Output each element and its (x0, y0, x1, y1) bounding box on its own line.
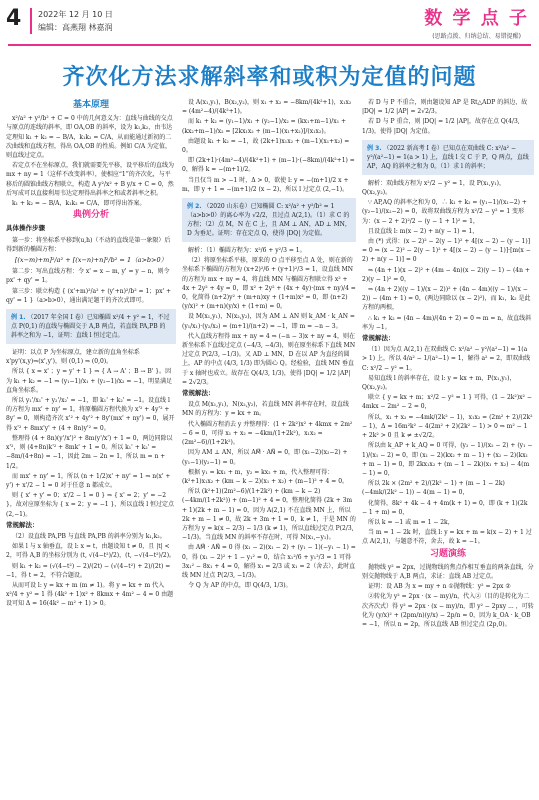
method-line: 则 k₁ + k₂ = (√(4−t²) − 2)/(2t) − (√(4−t²) + 2)/(2t) = −1，得 t = 2，不符合题设。 (6, 562, 171, 579)
method-label: 常规解法： (362, 334, 395, 343)
paragraph: 由题设 k₁ + k₂ = −1，故 (2k+1)x₁x₂ + (m−1)(x₁+x₂) = 0。 (182, 137, 350, 155)
page-number: 4 (6, 6, 22, 31)
column-1 (6, 98, 176, 792)
solution-line: 解析：双曲线方程为 x²/2 − y² = 1，设 P(x₁,y₁)，Q(x₂,y₂)。 (362, 179, 505, 197)
method-line: 从而可设 l: y = kx + m (m ≠ 1)。将 y = kx + m 代入 x²/4 + y² = 1 得 (4k² + 1)x² + 8kmx + 4m² − 4 = 0 由题设可知 Δ = 16(4k² − m² + 1) > 0。 (6, 581, 174, 608)
paragraph: 当且仅当 m > −1 时，Δ > 0，欲使 l: y = −(m+1)/2 x + m，即 y + 1 = −(m+1)/2 (x − 2)，所以 l 过定点 (2,−1)。 (182, 176, 349, 193)
step-2: 第二步：写出直线方程：令 x' = x − m, y' = y − n，则令 px' + qy' = 1。 (6, 268, 170, 285)
example-text: （2022 新高考 I 卷）已知点在双曲线 C: x²/a² − y²/(a²−1) = 1(a > 1) 上，直线 l 交 C 于 P，Q 两点，直线 AP，AQ 的斜率之和为 0。（1）求 l 的斜率； (367, 144, 529, 170)
solution-line: ∴ k₁ + k₂ = (4n − 4m)/(4n + 2) = 0 ⇒ m = n，故直线斜率为 −1。 (362, 314, 532, 331)
method-line: 因为 AM ⊥ AN，所以 AM⃗ · AN⃗ = 0，即 (x₁−2)(x₂−2) + (y₁−1)(y₂−1) = 0。 (182, 449, 348, 466)
editors: 编辑：高燕翔 林嘉润 (38, 23, 113, 32)
column-brand (424, 4, 529, 40)
page-header (0, 0, 539, 44)
paragraph: x²/a² + y²/b² + C = 0 中的几何意义为：直线与曲线的交点与原点的连线的斜率，即 OA,OB 的斜率，设为 k₁,k₂，由韦达定理知 k₁ + k₂ = − B/A，k₁k₂ = C/A，从而能通过新初的二次曲线和直线方程，得出 OA,OB 的性质。例如 C/A 为定值，则直线过定点。 (6, 115, 173, 160)
practice-line: ②转化为 y² = 2px · (x − my)/n，代入②（目的是转化为二次齐次式）得 y² = 2px · (x − my)/n，即 y² − 2pxy ... ，可转化为 (y/x)² + (2pm/n)(y/x) − 2p/n = 0，因为 k_OA · k_OB = −1，所以 n = 2p，所以直线 AB 恒过定点 (2p,0)。 (362, 593, 534, 628)
proof-line: 而 mx' + ny' = 1，所以 (n + 1/2)x' + ny' = 1 ⇒ n(x' + y') + x'/2 − 1 = 0 对于任意 n 都成立。 (6, 472, 171, 489)
solution-line: 且设直线 l: m(x − 2) + n(y − 1) = 1， (368, 227, 479, 235)
solution-line: 代入直线方程得 mx + ny = 4 ⇒ (−n − 3)x + ny = 4，则在新坐标系下直线过定点 (−4/3, −4/3)，则在原坐标系下直线 MN 过定点 P(2/3, −1/3)。又 AD ⊥ MN，D 在以 AP 为直径的圆上，AP 的中点 (4/3, 1/3) 即为圆心 Q。经检验，直线 MN 垂直于 x 轴时也成立。故存在 Q(4/3, 1/3)，使得 |DQ| = 1/2 |AP| = 2√2/3。 (182, 332, 356, 386)
method-line: 设点 M(x₁,y₁)，N(x₂,y₂)，若直线 MN 斜率存在时，设直线 MN 的方程为：y = kx + m。 (182, 401, 349, 418)
issue-date: 2022年 12 月 10 日 (38, 10, 113, 19)
proof-line: 整理得 (4 + 8n)(y'/x')² + 8m(y'/x') + 1 = 0，两边同除以 x'²，则 (4+8n)k'² + 8mk' + 1 = 0。所以 k₁' + k₂' = −8m/(4+8n) = −1，因此 2m − 2n = 1，所以 m = n + 1/2。 (6, 434, 173, 470)
section-heading-principle: 基本原理 (72, 100, 109, 110)
proof-line: 所以 { x = x' ；y = y' + 1 } ⇒ { A → A' ；B → B' }。因为 k₁ + k₂ = −1 ⇒ (y₁−1)/x₁ + (y₂−1)/x₂ = −1，明显满足直角坐标系。 (6, 368, 173, 394)
proof-line: 证明：以点 P 为坐标原点，建立新的直角坐标系 x'py'(x,y)⇒(x',y')，则 (0,1) ⇒ (0,0)。 (6, 349, 140, 366)
method-line: （1）因为点 A(2,1) 在双曲线 C: x²/a² − y²/(a²−1) = 1(a > 1) 上，所以 4/a² − 1/(a²−1) = 1，解得 a² = 2，即双曲线 C: x²/2 − y² = 1。 (362, 346, 531, 372)
method-line: 根据 y₁ = kx₁ + m，y₂ = kx₂ + m，代入整理可得：(k²+1)x₁x₂ + (km − k − 2)(x₁ + x₂) + (m−1)² + 4 = 0。 (182, 468, 349, 485)
method-line: 联立 { y = kx + m；x²/2 − y² = 1 } 可得，(1 − 2k²)x² − 4mkx − 2m² − 2 = 0， (362, 394, 532, 411)
method-label: 常规解法： (182, 389, 215, 398)
solution-line: ⇒ (4n + 1)(x − 2)² + (4m − 4n)(x − 2)(y − 1) − (4n + 2)(y − 1)² = 0， (362, 266, 530, 283)
brand-subtitle: (思路点拨、归纳总结、易错提醒) (432, 33, 521, 40)
solution-line: 设 M(x₁,y₁)，N(x₂,y₂)，因为 AM ⊥ AN 则 k_AM · k_AN = (y₁/x₁)·(y₂/x₂) = (m+1)/(n+2) = −1，即 m = −n − 3。 (182, 313, 355, 330)
header-rule (8, 44, 531, 46)
method-label: 常规解法： (6, 520, 39, 529)
page-number-divider (30, 8, 32, 34)
column-3 (362, 98, 534, 792)
method-line: 令 Q 为 AP 的中点，即 Q(4/3, 1/3)。 (188, 582, 292, 590)
method-line: 所以，x₁ + x₂ = −4mk/(2k² − 1)，x₁x₂ = (2m² + 2)/(2k² − 1)，Δ = 16m²k² − 4(2m² + 2)(2k² − 1) > 0 ⇒ m² − 1 + 2k² > 0 且 k ≠ ±√2/2。 (362, 413, 533, 440)
solution-line: 解析：（1）椭圆方程为：x²/6 + y²/3 = 1。 (188, 247, 306, 255)
method-line: 如果 l 与 x 轴垂直，设 l: x = t，由题设知 t ≠ 0，且 |t| < 2，可得 A,B 的坐标分别为 (t, √(4−t²)/2)，(t, −√(4−t²)/2)。 (6, 543, 176, 560)
example-label: 例 1. (11, 314, 26, 322)
example-box-2 (182, 198, 356, 242)
proof-line: 所以 y₁'/x₁' + y₂'/x₂' = −1，即 k₁' + k₂' = −1。设直线 l 的方程为 mx' + ny' = 1，将原椭圆方程代换为 x'² + 4y'² + 8y' = 0，则构造齐次 x'² + 4y'² + 8y'(mx' + ny') = 0，展开得 x'² + 8mx'y' + (4 + 8n)y'² = 0。 (6, 397, 175, 432)
paragraph: 而 k₁ + k₂ = (y₁−1)/x₁ + (y₂−1)/x₂ = (kx₁+m−1)/x₁ + (kx₂+m−1)/x₂ = [2kx₁x₂ + (m−1)(x₁+x₂)]/(x₁x₂)。 (182, 118, 347, 135)
paragraph: 若 D 与 P 不重合，则由题设知 AP 是 Rt△ADP 的斜边，故 |DQ| = 1/2 |AP| = 2√2/3。 (362, 99, 528, 116)
method-line: 代入椭圆方程消去 y 并整理得：(1 + 2k²)x² + 4kmx + 2m² − 6 = 0，可得 x₁ + x₂ = −4km/(1+2k²)，x₁x₂ = (2m²−6)/(1+2k²)。 (182, 420, 353, 447)
method-line: 由 AM⃗ · AN⃗ = 0 得 (x₁ − 2)(x₁ − 2) + (y₁ − 1)(−y₁ − 1) = 0，得 (x₁ − 2)² + 1 − y₁² = 0，结合 x₁²/6 + y₁²/3 = 1 可得 3x₁² − 8x₁ + 4 = 0，解得 x₁ = 2/3 或 x₁ = 2（舍去），此时直线 MN 过点 P(2/3, −1/3)。 (182, 544, 356, 579)
step-1: 第一步：将坐标系平移到(u,h)（不动的直线是第一象限）后得到新的椭圆方程： (6, 236, 171, 253)
section-heading-practice: 习题演练 (429, 548, 466, 559)
step-3: 第三步：联立构造 { (x'+m)²/a² + (y'+n)²/b² = 1；px' + qy' = 1 }（a>b>0），通出满足题干的齐次式即可。 (6, 287, 172, 304)
method-line: 化简得，8k² + 4k − 4 + 4m(k + 1) = 0，即 (k + 1)(2k − 1 + m) = 0， (362, 499, 528, 516)
example-text: （2020 山东卷）已知椭圆 C: x²/a² + y²/b² = 1（a>b>0）的离心率为 √2/2，且过点 A(2,1)。（1）求 C 的方程；（2）点 M，N 在 C 上，且 AM ⊥ AN，AD ⊥ MN，D 为垂足。证明：存在定点 Q，使得 |DQ| 为定值。 (187, 203, 351, 238)
method-line: 所以 2k × (2m² + 2)/(2k² − 1) + (m − 1 − 2k)(−4mk/(2k² − 1)) − 4(m − 1) = 0， (362, 480, 505, 497)
method-line: 易知直线 l 的斜率存在，设 l: y = kx + m，P(x₁,y₁)，Q(x₂,y₂)。 (362, 374, 516, 392)
equation: [(x−m)+m]²/a² + [(x−n)+n]²/b² = 1（a>b>0） (14, 256, 168, 265)
article-title: 齐次化方法求解斜率和或积为定值的问题 (62, 65, 477, 90)
practice-line: 抛物线 y² = 2px，过抛物线的焦点作相互垂直的两条直线，分别交抛物线于 A,B 两点，求证：直线 AB 过定点。 (362, 563, 534, 580)
solution-line: （2）将原坐标系平移，原来的 O 点平移至点 A 处，则在新的坐标系下椭圆的方程为 (x+2)²/6 + (y+1)²/3 = 1，设直线 MN 的方程为 mx + ny = 4，将直线 MN 与椭圆方程联立得 x² + 4x + 2y² + 4y = 0，即 x² + 2y² + (4x + 4y)·(mx + ny)/4 = 0，化简得 (n+2)y² + (m+n)xy + (1+m)x² = 0，即 (n+2)(y/x)² + (m+n)(y/x) + (1+m) = 0。 (182, 257, 356, 311)
solution-line: ⇒ (4n + 2)((y − 1)/(x − 2))² + (4n − 4m)((y − 1)/(x − 2)) − (4m + 1) = 0，(两边同除以 (x − 2)²)，而 k₁，k₂ 是此方程的两根， (362, 286, 531, 312)
method-line: 所以由 k_AP + k_AQ = 0 可得，(y₂ − 1)/(x₂ − 2) + (y₁ − 1)/(x₁ − 2) = 0，即 (x₁ − 2)(kx₂ + m − 1) + (x₂ − 2)(kx₁ + m − 1) = 0，即 2kx₁x₂ + (m − 1 − 2k)(x₁ + x₂) − 4(m − 1) = 0， (362, 442, 533, 477)
paragraph: 若定点不在坐标原点，我们就需要先平移，设平移后的直线为 mx + ny = 1（这样不改变斜率），使相应“1”的齐次化，与平移后的圆锥曲线方程联立，构造 A y²/x² + B y/x + C = 0，然后写成可以直接利用韦达定理得出斜率之和或者斜率之积。 (6, 162, 175, 197)
method-line: 所以 k = −1 或 m = 1 − 2k， (368, 518, 454, 526)
paragraph: 若 D 与 P 重合，则 |DQ| = 1/2 |AP|，故存在点 Q(4/3, 1/3)，使得 |DQ| 为定值。 (362, 118, 520, 135)
example-label: 例 3. (367, 144, 382, 152)
method-line: 当 m = 1 − 2k 时，直线 l: y = kx + m = k(x − 2) + 1 过点 A(2,1)，与题意不符，舍去，故 k = −1。 (362, 529, 532, 546)
column-2 (182, 98, 356, 792)
paragraph: 设 A(x₁,y₁)，B(x₂,y₂)，则 x₁ + x₂ = −8km/(4k²+1)，x₁x₂ = (4m²−4)/(4k²+1)。 (182, 99, 352, 116)
example-label: 例 2. (187, 203, 202, 211)
example-box-1 (6, 309, 176, 344)
paragraph: 即 (2k+1)·(4m²−4)/(4k²+1) + (m−1)·(−8km)/(4k²+1) = 0，解得 k = −(m+1)/2。 (182, 157, 355, 174)
example-box-3 (362, 140, 534, 175)
practice-line: 证明：设 AB 为 x = my + n ①抛物线：y² = 2px ② (368, 583, 511, 591)
solution-line: 由 (*) 式得：(x − 2)² − 2(y − 1)² + 4[(x − 2) − (y − 1)] = 0 ⇒ (x − 2)² − 2(y − 1)² + 4[(x − 2) − (y − 1)]·[m(x − 2) + n(y − 1)] = 0 (362, 238, 531, 264)
section-heading-examples: 典例分析 (72, 210, 109, 221)
paragraph: k₁ + k₂ = − B/A，k₁k₂ = C/A，即可得出答案。 (12, 200, 146, 208)
method-line: （2）设直线 PA,PB 与直线 PA,PB 的斜率分别为 k₁,k₂。 (12, 532, 166, 540)
proof-line: 则 { x' + y' = 0；x'/2 − 1 = 0 } ⇒ { x' = 2；y' = −2 }，故对应原坐标为 { x = 2；y = −1 }，所以直线 l 恒过定点 (2,−1)。 (6, 492, 175, 518)
steps-label: 具体操作步骤 (6, 224, 45, 233)
method-line: 所以 (k²+1)(2m²−6)/(1+2k²) + (km − k − 2)(−4km/(1+2k²)) + (m−1)² + 4 = 0，整理化简得 (2k + 3m + 1)(2k + m − 1) = 0，因为 A(2,1) 不在直线 MN 上，所以 2k + m − 1 ≠ 0，故 2k + 3m + 1 = 0，k ≠ 1，于是 MN 的方程为 y = k(x − 2/3) − 1/3 (k ≠ 1)，所以直线过定点 P(2/3, −1/3)。当直线 MN 的斜率不存在时，可得 N(x₁,−y₁)。 (182, 488, 356, 542)
brand-title: 数 学 点 子 (424, 8, 529, 29)
solution-line: ∵ AP,AQ 的斜率之和为 0，∴ k₁ + k₂ = (y₁−1)/(x₁−2) + (y₂−1)/(x₂−2) = 0，故将双曲线方程为 x²/2 − y² = 1 变形为：(x − 2 + 2)²/2 − (y − 1 + 1)² = 1， (362, 199, 527, 225)
example-text: （2017 年全国 I 卷）已知椭圆 x²/4 + y² = 1，不过点 P(0,1) 的直线与椭圆交于 A,B 两点，若直线 PA,PB 的斜率之和为 −1，证明：直线 l 恒过定点。 (11, 314, 170, 340)
